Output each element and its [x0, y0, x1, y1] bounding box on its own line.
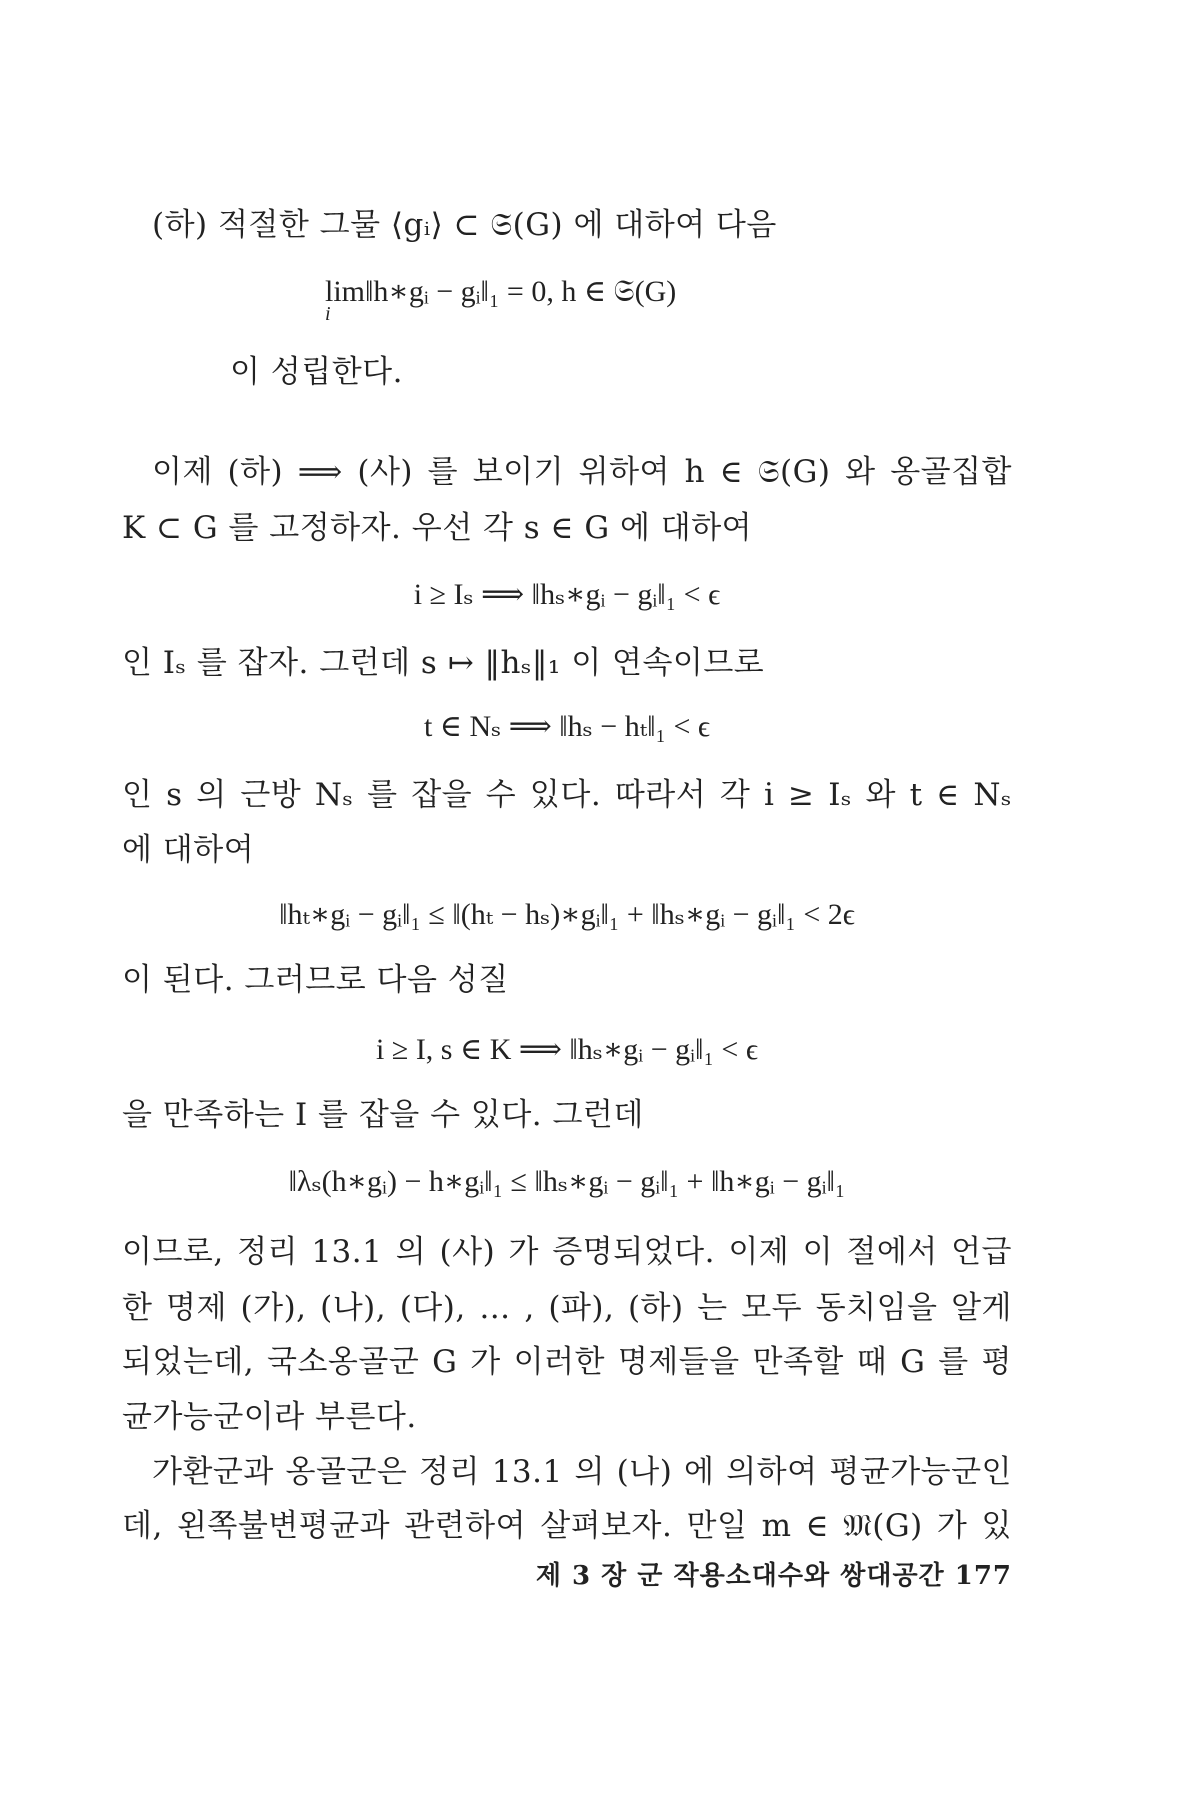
- equation: i ≥ I, s ∈ K ⟹ ‖hₛ∗gᵢ − gᵢ‖₁ < ϵ: [376, 1033, 758, 1066]
- equation: i ≥ Iₛ ⟹ ‖hₛ∗gᵢ − gᵢ‖₁ < ϵ: [413, 578, 721, 611]
- equation: ‖λₛ(h∗gᵢ) − h∗gᵢ‖₁ ≤ ‖hₛ∗gᵢ − gᵢ‖₁ + ‖h∗gᵢ − gᵢ‖₁: [288, 1165, 846, 1198]
- text-line: 이 성립한다.: [230, 354, 403, 390]
- text-line: 인 Iₛ 를 잡자. 그런데 s ↦ ‖hₛ‖₁ 이 연속이므로: [122, 645, 765, 681]
- text-line: 이제 (하) ⟹ (사) 를 보이기 위하여 h ∈ 𝔖(G) 와 옹골집합: [152, 454, 1012, 490]
- equation: ‖hₜ∗gᵢ − gᵢ‖₁ ≤ ‖(hₜ − hₛ)∗gᵢ‖₁ + ‖hₛ∗gᵢ − gᵢ‖₁ < 2ϵ: [279, 898, 855, 931]
- text-line: 데, 왼쪽불변평균과 관련하여 살펴보자. 만일 m ∈ 𝔐(G) 가 있: [122, 1508, 1012, 1544]
- page-footer: 제 3 장 군 작용소대수와 쌍대공간 177: [535, 1561, 1012, 1591]
- text-line: 이 된다. 그러므로 다음 성질: [122, 962, 509, 998]
- text-line: 가환군과 옹골군은 정리 13.1 의 (나) 에 의하여 평균가능군인: [152, 1454, 1012, 1490]
- text-line: 되었는데, 국소옹골군 G 가 이러한 명제들을 만족할 때 G 를 평: [122, 1344, 1012, 1380]
- equation: lim‖h∗gᵢ − gᵢ‖₁ = 0, h ∈ 𝔖(G): [325, 275, 677, 308]
- text-line: 을 만족하는 I 를 잡을 수 있다. 그런데: [122, 1097, 644, 1133]
- text-line: K ⊂ G 를 고정하자. 우선 각 s ∈ G 에 대하여: [122, 510, 753, 546]
- text-line: 한 명제 (가), (나), (다), … , (파), (하) 는 모두 동치임을 알게: [122, 1290, 1012, 1326]
- equation-subscript: i: [325, 303, 331, 325]
- text-line: 균가능군이라 부른다.: [122, 1399, 417, 1435]
- text-line: 인 s 의 근방 Nₛ 를 잡을 수 있다. 따라서 각 i ≥ Iₛ 와 t ∈ Nₛ: [122, 777, 1012, 813]
- text-line: 에 대하여: [122, 832, 255, 868]
- equation: t ∈ Nₛ ⟹ ‖hₛ − hₜ‖₁ < ϵ: [423, 710, 711, 743]
- text-line: (하) 적절한 그물 ⟨gᵢ⟩ ⊂ 𝔖(G) 에 대하여 다음: [152, 207, 777, 243]
- text-line: 이므로, 정리 13.1 의 (사) 가 증명되었다. 이제 이 절에서 언급: [122, 1234, 1012, 1270]
